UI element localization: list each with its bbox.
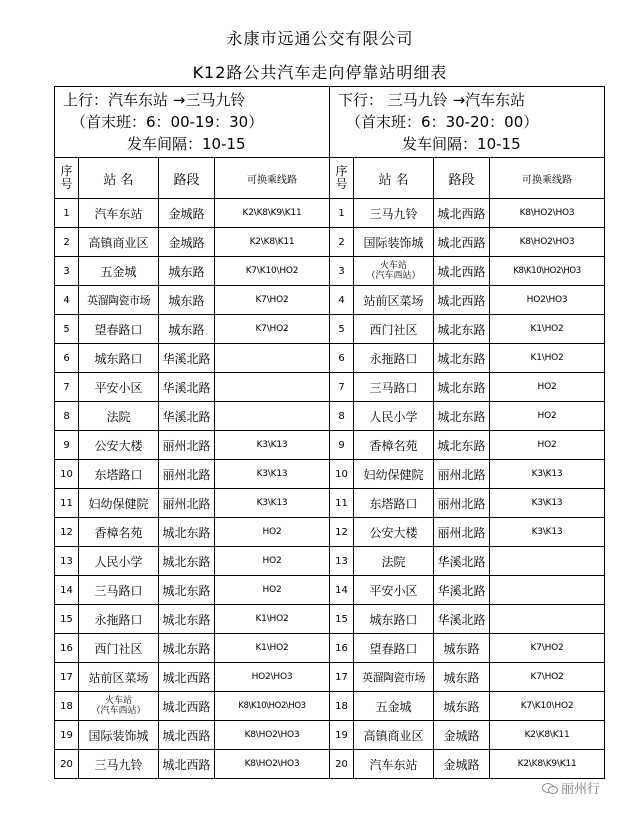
- down-stop-road: 城北东路: [434, 315, 490, 344]
- down-stop-transfer-lines: K3\K13: [490, 489, 605, 518]
- up-stop-transfer-lines: K7\K10\HO2: [215, 257, 330, 286]
- down-stop-road: 金城路: [434, 721, 490, 750]
- up-stop-road: 城北东路: [159, 547, 215, 576]
- up-stop-number: 15: [55, 605, 79, 634]
- down-stop-road: 城北东路: [434, 402, 490, 431]
- up-direction-header: [55, 87, 330, 158]
- down-service-hours: （首末班：6：30-20：00）: [346, 113, 539, 131]
- down-stop-road: 城北西路: [434, 199, 490, 228]
- up-stop-road: 城东路: [159, 315, 215, 344]
- down-stop-name: 站前区菜场: [354, 286, 434, 315]
- down-stop-number: 10: [330, 460, 354, 489]
- down-stop-name: 平安小区: [354, 576, 434, 605]
- table-row: [55, 286, 605, 315]
- table-row: [55, 547, 605, 576]
- up-stop-transfer-lines: K2\K8\K11: [215, 228, 330, 257]
- up-stop-number: 5: [55, 315, 79, 344]
- down-stop-number: 19: [330, 721, 354, 750]
- up-stop-name: 国际装饰城: [79, 721, 159, 750]
- col-header-seq: 序号: [55, 158, 79, 199]
- down-stop-number: 5: [330, 315, 354, 344]
- down-stop-transfer-lines: K3\K13: [490, 518, 605, 547]
- down-stop-name: 西门社区: [354, 315, 434, 344]
- up-stop-road: 城北东路: [159, 576, 215, 605]
- down-stop-transfer-lines: HO2: [490, 402, 605, 431]
- up-stop-transfer-lines: [215, 373, 330, 402]
- up-stop-road: 城北西路: [159, 721, 215, 750]
- down-stop-road: 华溪北路: [434, 576, 490, 605]
- up-stop-name: 东塔路口: [79, 460, 159, 489]
- down-stop-road: 城北西路: [434, 228, 490, 257]
- up-stop-road: 城北东路: [159, 634, 215, 663]
- down-stop-name: 妇幼保健院: [354, 460, 434, 489]
- up-stop-number: 8: [55, 402, 79, 431]
- up-stop-road: 城东路: [159, 257, 215, 286]
- down-stop-number: 12: [330, 518, 354, 547]
- down-stop-number: 17: [330, 663, 354, 692]
- down-stop-name: 公安大楼: [354, 518, 434, 547]
- down-stop-number: 6: [330, 344, 354, 373]
- up-stop-number: 16: [55, 634, 79, 663]
- down-stop-transfer-lines: K2\K8\K9\K11: [490, 750, 605, 779]
- down-stop-transfer-lines: K7\HO2: [490, 663, 605, 692]
- up-stop-name: 三马九铃: [79, 750, 159, 779]
- document-title: K12路公共汽车走向停靠站明细表: [192, 63, 448, 82]
- down-stop-transfer-lines: K8\HO2\HO3: [490, 228, 605, 257]
- up-stop-number: 6: [55, 344, 79, 373]
- up-stop-name: 妇幼保健院: [79, 489, 159, 518]
- up-stop-transfer-lines: K2\K8\K9\K11: [215, 199, 330, 228]
- down-stop-road: 华溪北路: [434, 547, 490, 576]
- table-row: [55, 228, 605, 257]
- down-stop-name: 三马路口: [354, 373, 434, 402]
- down-stop-name: 望春路口: [354, 634, 434, 663]
- up-stop-transfer-lines: HO2\HO3: [215, 663, 330, 692]
- up-stop-name: 西门社区: [79, 634, 159, 663]
- down-stop-name: 东塔路口: [354, 489, 434, 518]
- down-stop-transfer-lines: K8\HO2\HO3: [490, 199, 605, 228]
- up-stop-transfer-lines: HO2: [215, 547, 330, 576]
- up-stop-name: 人民小学: [79, 547, 159, 576]
- up-stop-number: 19: [55, 721, 79, 750]
- down-stop-road: 丽州北路: [434, 489, 490, 518]
- company-name: 永康市远通公交有限公司: [226, 29, 414, 48]
- up-stop-transfer-lines: HO2: [215, 576, 330, 605]
- down-stop-transfer-lines: K7\K10\HO2: [490, 692, 605, 721]
- table-row: [55, 634, 605, 663]
- down-stop-transfer-lines: [490, 547, 605, 576]
- up-service-hours: （首末班：6：00-19：30）: [71, 113, 264, 131]
- down-stop-name: 人民小学: [354, 402, 434, 431]
- up-stop-name: 高镇商业区: [79, 228, 159, 257]
- table-row: [55, 721, 605, 750]
- down-stop-transfer-lines: HO2\HO3: [490, 286, 605, 315]
- up-stop-number: 20: [55, 750, 79, 779]
- down-stop-number: 15: [330, 605, 354, 634]
- down-stop-name: 汽车东站: [354, 750, 434, 779]
- col-header-road: 路段: [159, 158, 215, 199]
- down-stop-number: 3: [330, 257, 354, 286]
- up-stop-number: 11: [55, 489, 79, 518]
- up-stop-transfer-lines: [215, 344, 330, 373]
- up-route-text: 上行：汽车东站 →三马九铃: [63, 91, 246, 109]
- down-stop-transfer-lines: HO2: [490, 373, 605, 402]
- table-row: [55, 518, 605, 547]
- up-stop-road: 丽州北路: [159, 460, 215, 489]
- down-stop-transfer-lines: K8\K10\HO2\HO3: [490, 257, 605, 286]
- down-stop-name: 城东路口: [354, 605, 434, 634]
- down-stop-name: 高镇商业区: [354, 721, 434, 750]
- up-stop-transfer-lines: K3\K13: [215, 431, 330, 460]
- up-stop-name: 五金城: [79, 257, 159, 286]
- up-stop-name: 英溜陶瓷市场: [79, 286, 159, 315]
- up-stop-road: 丽州北路: [159, 489, 215, 518]
- table-row: [55, 663, 605, 692]
- table-row: [55, 489, 605, 518]
- up-headway: 发车间隔：10-15: [127, 135, 246, 153]
- down-stop-transfer-lines: HO2: [490, 431, 605, 460]
- down-stop-transfer-lines: [490, 576, 605, 605]
- up-stop-road: 城北西路: [159, 663, 215, 692]
- up-stop-name: 望春路口: [79, 315, 159, 344]
- down-stop-number: 4: [330, 286, 354, 315]
- table-row: [55, 199, 605, 228]
- up-stop-name-main: 火车站: [104, 696, 132, 706]
- down-stop-transfer-lines: K1\HO2: [490, 315, 605, 344]
- down-stop-name: 永拖路口: [354, 344, 434, 373]
- down-stop-road: 城北东路: [434, 373, 490, 402]
- up-stop-road: 城东路: [159, 286, 215, 315]
- down-stop-name-sub: （汽车西站）: [366, 271, 421, 281]
- up-stop-transfer-lines: [215, 402, 330, 431]
- down-stop-number: 2: [330, 228, 354, 257]
- col-header-transfer: 可换乘线路: [490, 158, 605, 199]
- down-stop-road: 华溪北路: [434, 605, 490, 634]
- down-stop-transfer-lines: K7\HO2: [490, 634, 605, 663]
- up-stop-name: 永拖路口: [79, 605, 159, 634]
- down-stop-number: 13: [330, 547, 354, 576]
- up-stop-number: 2: [55, 228, 79, 257]
- up-stop-road: 丽州北路: [159, 431, 215, 460]
- down-stop-road: 丽州北路: [434, 518, 490, 547]
- down-stop-road: 城北西路: [434, 257, 490, 286]
- down-stop-name: 三马九铃: [354, 199, 434, 228]
- down-stop-number: 1: [330, 199, 354, 228]
- down-stop-transfer-lines: K2\K8\K11: [490, 721, 605, 750]
- down-stop-name: 香樟名苑: [354, 431, 434, 460]
- up-stop-transfer-lines: K7\HO2: [215, 286, 330, 315]
- up-stop-name: 三马路口: [79, 576, 159, 605]
- up-stop-transfer-lines: K1\HO2: [215, 605, 330, 634]
- up-stop-transfer-lines: K8\HO2\HO3: [215, 721, 330, 750]
- up-stop-road: 城北东路: [159, 518, 215, 547]
- direction-header-row: [55, 87, 605, 158]
- down-stop-number: 16: [330, 634, 354, 663]
- down-stop-number: 8: [330, 402, 354, 431]
- up-stop-road: 金城路: [159, 199, 215, 228]
- table-row: [55, 315, 605, 344]
- down-stop-number: 20: [330, 750, 354, 779]
- down-direction-header: [330, 87, 605, 158]
- table-row: [55, 460, 605, 489]
- col-header-road: 路段: [434, 158, 490, 199]
- col-header-station: 站 名: [354, 158, 434, 199]
- up-stop-name: 汽车东站: [79, 199, 159, 228]
- up-stop-number: 18: [55, 692, 79, 721]
- up-stop-name: 法院: [79, 402, 159, 431]
- down-stop-name-main: 火车站: [380, 261, 408, 271]
- table-row: [55, 344, 605, 373]
- down-stop-road: 城北西路: [434, 286, 490, 315]
- down-stop-name: 英溜陶瓷市场: [354, 663, 434, 692]
- down-stop-transfer-lines: [490, 605, 605, 634]
- up-stop-transfer-lines: K3\K13: [215, 489, 330, 518]
- col-header-station: 站 名: [79, 158, 159, 199]
- up-stop-road: 城北西路: [159, 750, 215, 779]
- down-stop-number: 11: [330, 489, 354, 518]
- down-stop-road: 金城路: [434, 750, 490, 779]
- col-header-transfer: 可换乘线路: [215, 158, 330, 199]
- down-stop-number: 7: [330, 373, 354, 402]
- down-stop-number: 18: [330, 692, 354, 721]
- watermark-text: 丽州行: [561, 782, 601, 797]
- table-row: [55, 402, 605, 431]
- up-stop-road: 金城路: [159, 228, 215, 257]
- up-stop-road: 城北东路: [159, 605, 215, 634]
- up-stop-road: 华溪北路: [159, 344, 215, 373]
- up-stop-name-sub: （汽车西站）: [91, 706, 146, 716]
- up-stop-name: 平安小区: [79, 373, 159, 402]
- up-stop-number: 3: [55, 257, 79, 286]
- down-headway: 发车间隔：10-15: [402, 135, 521, 153]
- down-stop-road: 城东路: [434, 663, 490, 692]
- up-stop-number: 1: [55, 199, 79, 228]
- up-stop-road: 华溪北路: [159, 402, 215, 431]
- up-stop-name: 城东路口: [79, 344, 159, 373]
- down-route-text: 下行： 三马九铃 →汽车东站: [338, 91, 526, 109]
- up-stop-number: 13: [55, 547, 79, 576]
- up-stop-transfer-lines: K8\HO2\HO3: [215, 750, 330, 779]
- wechat-icon: [542, 782, 557, 794]
- table-row: [55, 750, 605, 779]
- down-stop-name: 国际装饰城: [354, 228, 434, 257]
- up-stop-transfer-lines: HO2: [215, 518, 330, 547]
- down-stop-road: 城北东路: [434, 431, 490, 460]
- down-stop-number: 14: [330, 576, 354, 605]
- up-stop-transfer-lines: K3\K13: [215, 460, 330, 489]
- table-row: [55, 605, 605, 634]
- table-row: [55, 576, 605, 605]
- up-stop-number: 17: [55, 663, 79, 692]
- up-stop-transfer-lines: K7\HO2: [215, 315, 330, 344]
- up-stop-number: 7: [55, 373, 79, 402]
- down-stop-name: 五金城: [354, 692, 434, 721]
- stop-schedule-table: [54, 86, 605, 779]
- watermark: [542, 778, 600, 797]
- table-row: [55, 431, 605, 460]
- up-stop-name: 香樟名苑: [79, 518, 159, 547]
- down-stop-name: 法院: [354, 547, 434, 576]
- down-stop-road: 丽州北路: [434, 460, 490, 489]
- down-stop-road: 城东路: [434, 634, 490, 663]
- up-stop-name: [79, 692, 159, 721]
- up-stop-number: 10: [55, 460, 79, 489]
- down-stop-road: 城东路: [434, 692, 490, 721]
- up-stop-number: 9: [55, 431, 79, 460]
- up-stop-road: 城北西路: [159, 692, 215, 721]
- up-stop-road: 华溪北路: [159, 373, 215, 402]
- up-stop-transfer-lines: K8\K10\HO2\HO3: [215, 692, 330, 721]
- up-stop-transfer-lines: K1\HO2: [215, 634, 330, 663]
- up-stop-name: 公安大楼: [79, 431, 159, 460]
- stop-rows: [55, 199, 605, 779]
- up-stop-number: 4: [55, 286, 79, 315]
- col-header-seq: 序号: [330, 158, 354, 199]
- column-header-row: [55, 158, 605, 199]
- down-stop-number: 9: [330, 431, 354, 460]
- up-stop-number: 14: [55, 576, 79, 605]
- table-row: [55, 692, 605, 721]
- down-stop-road: 城北东路: [434, 344, 490, 373]
- down-stop-transfer-lines: K3\K13: [490, 460, 605, 489]
- table-row: [55, 373, 605, 402]
- up-stop-name: 站前区菜场: [79, 663, 159, 692]
- down-stop-name: [354, 257, 434, 286]
- down-stop-transfer-lines: K1\HO2: [490, 344, 605, 373]
- table-row: [55, 257, 605, 286]
- up-stop-number: 12: [55, 518, 79, 547]
